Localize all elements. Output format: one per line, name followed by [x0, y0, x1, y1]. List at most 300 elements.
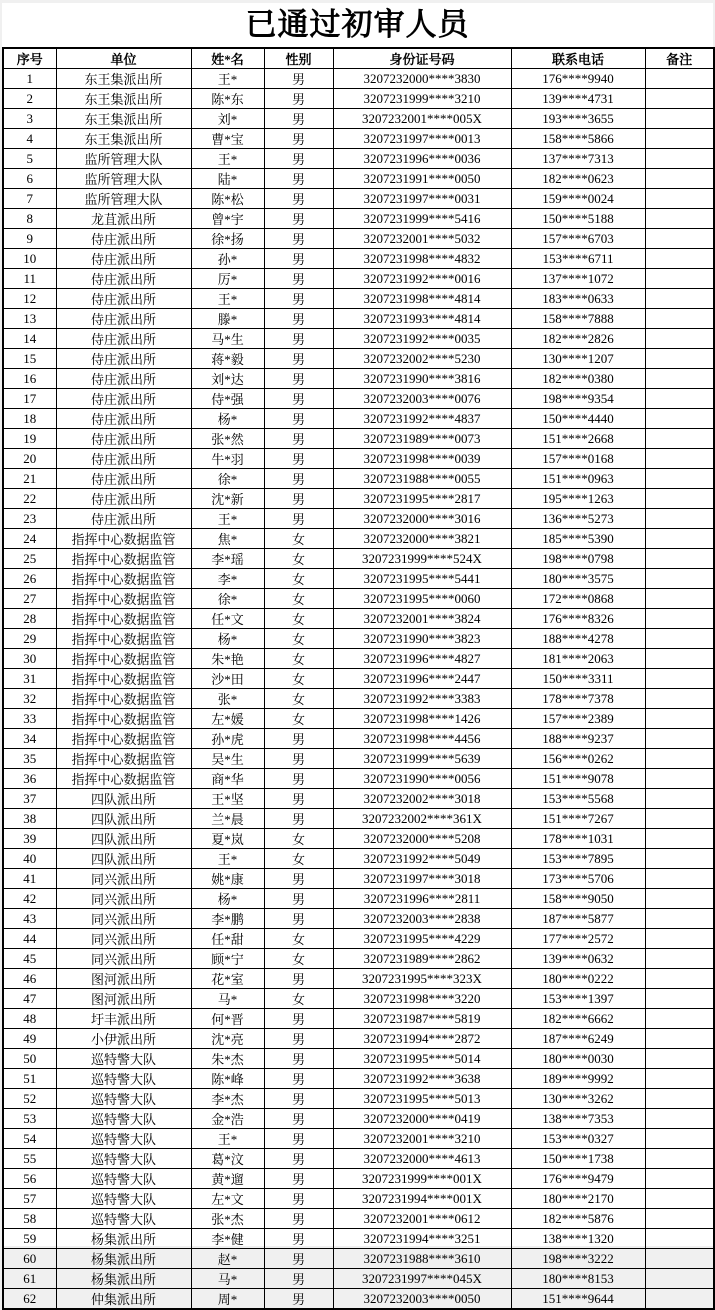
id-number-cell: 3207231992****3383 [333, 689, 511, 709]
phone-cell: 137****7313 [511, 149, 645, 169]
id-number-cell: 3207231995****2817 [333, 489, 511, 509]
id-number-cell: 3207232003****0076 [333, 389, 511, 409]
phone-cell: 180****0222 [511, 969, 645, 989]
id-number-cell: 3207231996****4827 [333, 649, 511, 669]
serial-cell: 43 [3, 909, 56, 929]
table-row [3, 349, 714, 369]
phone-cell: 173****5706 [511, 869, 645, 889]
phone-cell: 153****5568 [511, 789, 645, 809]
note-cell [645, 249, 714, 269]
table-row [3, 469, 714, 489]
note-cell [645, 1049, 714, 1069]
serial-cell: 13 [3, 309, 56, 329]
unit-cell: 侍庄派出所 [56, 309, 191, 329]
unit-cell: 小伊派出所 [56, 1029, 191, 1049]
serial-cell: 51 [3, 1069, 56, 1089]
note-cell [645, 549, 714, 569]
phone-cell: 189****9992 [511, 1069, 645, 1089]
unit-cell: 四队派出所 [56, 849, 191, 869]
name-cell: 李*瑶 [191, 549, 264, 569]
gender-cell: 男 [264, 749, 333, 769]
gender-cell: 男 [264, 129, 333, 149]
unit-cell: 东王集派出所 [56, 69, 191, 89]
column-header-phone: 联系电话 [511, 48, 645, 69]
unit-cell: 东王集派出所 [56, 109, 191, 129]
name-cell: 朱*艳 [191, 649, 264, 669]
unit-cell: 巡特警大队 [56, 1169, 191, 1189]
serial-cell: 37 [3, 789, 56, 809]
name-cell: 厉* [191, 269, 264, 289]
id-number-cell: 3207232000****3821 [333, 529, 511, 549]
id-number-cell: 3207231997****0031 [333, 189, 511, 209]
serial-cell: 38 [3, 809, 56, 829]
unit-cell: 杨集派出所 [56, 1269, 191, 1289]
gender-cell: 男 [264, 209, 333, 229]
gender-cell: 男 [264, 269, 333, 289]
serial-cell: 39 [3, 829, 56, 849]
serial-cell: 8 [3, 209, 56, 229]
id-number-cell: 3207231998****4832 [333, 249, 511, 269]
table-row [3, 1029, 714, 1049]
name-cell: 顾*宁 [191, 949, 264, 969]
name-cell: 刘*达 [191, 369, 264, 389]
note-cell [645, 909, 714, 929]
gender-cell: 男 [264, 1049, 333, 1069]
unit-cell: 图河派出所 [56, 989, 191, 1009]
gender-cell: 男 [264, 1269, 333, 1289]
unit-cell: 指挥中心数据监管 [56, 669, 191, 689]
note-cell [645, 609, 714, 629]
note-cell [645, 989, 714, 1009]
serial-cell: 53 [3, 1109, 56, 1129]
note-cell [645, 189, 714, 209]
gender-cell: 男 [264, 1009, 333, 1029]
unit-cell: 指挥中心数据监管 [56, 749, 191, 769]
serial-cell: 52 [3, 1089, 56, 1109]
gender-cell: 男 [264, 1209, 333, 1229]
unit-cell: 监所管理大队 [56, 189, 191, 209]
id-number-cell: 3207231992****0035 [333, 329, 511, 349]
unit-cell: 侍庄派出所 [56, 369, 191, 389]
table-row [3, 209, 714, 229]
note-cell [645, 949, 714, 969]
gender-cell: 女 [264, 849, 333, 869]
name-cell: 陈*东 [191, 89, 264, 109]
name-cell: 姚*康 [191, 869, 264, 889]
id-number-cell: 3207232001****3210 [333, 1129, 511, 1149]
id-number-cell: 3207232001****3824 [333, 609, 511, 629]
phone-cell: 176****9479 [511, 1169, 645, 1189]
gender-cell: 男 [264, 729, 333, 749]
name-cell: 杨* [191, 409, 264, 429]
phone-cell: 187****6249 [511, 1029, 645, 1049]
gender-cell: 男 [264, 249, 333, 269]
gender-cell: 女 [264, 689, 333, 709]
note-cell [645, 289, 714, 309]
note-cell [645, 1169, 714, 1189]
table-row [3, 1049, 714, 1069]
note-cell [645, 1009, 714, 1029]
gender-cell: 男 [264, 189, 333, 209]
unit-cell: 四队派出所 [56, 829, 191, 849]
page-title: 已通过初审人员 [245, 7, 470, 42]
gender-cell: 男 [264, 1029, 333, 1049]
gender-cell: 男 [264, 1229, 333, 1249]
name-cell: 夏*岚 [191, 829, 264, 849]
id-number-cell: 3207231999****524X [333, 549, 511, 569]
note-cell [645, 1149, 714, 1169]
id-number-cell: 3207231993****4814 [333, 309, 511, 329]
id-number-cell: 3207231991****0050 [333, 169, 511, 189]
note-cell [645, 589, 714, 609]
phone-cell: 157****6703 [511, 229, 645, 249]
serial-cell: 62 [3, 1289, 56, 1310]
table-row [3, 789, 714, 809]
serial-cell: 31 [3, 669, 56, 689]
id-number-cell: 3207231988****3610 [333, 1249, 511, 1269]
gender-cell: 男 [264, 1289, 333, 1310]
name-cell: 吴*生 [191, 749, 264, 769]
unit-cell: 巡特警大队 [56, 1069, 191, 1089]
gender-cell: 男 [264, 769, 333, 789]
id-number-cell: 3207232000****4613 [333, 1149, 511, 1169]
id-number-cell: 3207231995****323X [333, 969, 511, 989]
table-row [3, 889, 714, 909]
serial-cell: 5 [3, 149, 56, 169]
id-number-cell: 3207232002****5230 [333, 349, 511, 369]
table-row [3, 569, 714, 589]
unit-cell: 同兴派出所 [56, 909, 191, 929]
name-cell: 沙*田 [191, 669, 264, 689]
name-cell: 王* [191, 69, 264, 89]
phone-cell: 195****1263 [511, 489, 645, 509]
serial-cell: 21 [3, 469, 56, 489]
note-cell [645, 1089, 714, 1109]
note-cell [645, 389, 714, 409]
unit-cell: 巡特警大队 [56, 1189, 191, 1209]
gender-cell: 男 [264, 909, 333, 929]
name-cell: 陈*峰 [191, 1069, 264, 1089]
unit-cell: 仲集派出所 [56, 1289, 191, 1310]
table-row [3, 249, 714, 269]
gender-cell: 女 [264, 949, 333, 969]
serial-cell: 55 [3, 1149, 56, 1169]
phone-cell: 136****5273 [511, 509, 645, 529]
id-number-cell: 3207231997****0013 [333, 129, 511, 149]
id-number-cell: 3207231990****3823 [333, 629, 511, 649]
note-cell [645, 169, 714, 189]
phone-cell: 157****2389 [511, 709, 645, 729]
table-row [3, 1289, 714, 1310]
table-row [3, 629, 714, 649]
name-cell: 侍*强 [191, 389, 264, 409]
id-number-cell: 3207231989****2862 [333, 949, 511, 969]
serial-cell: 28 [3, 609, 56, 629]
id-number-cell: 3207231992****5049 [333, 849, 511, 869]
table-row [3, 289, 714, 309]
unit-cell: 东王集派出所 [56, 129, 191, 149]
unit-cell: 侍庄派出所 [56, 229, 191, 249]
table-row [3, 929, 714, 949]
phone-cell: 198****0798 [511, 549, 645, 569]
id-number-cell: 3207232001****5032 [333, 229, 511, 249]
name-cell: 商*华 [191, 769, 264, 789]
id-number-cell: 3207231994****001X [333, 1189, 511, 1209]
serial-cell: 42 [3, 889, 56, 909]
phone-cell: 198****9354 [511, 389, 645, 409]
table-row [3, 1129, 714, 1149]
unit-cell: 侍庄派出所 [56, 289, 191, 309]
id-number-cell: 3207231990****3816 [333, 369, 511, 389]
name-cell: 孙* [191, 249, 264, 269]
table-row [3, 809, 714, 829]
gender-cell: 女 [264, 929, 333, 949]
serial-cell: 18 [3, 409, 56, 429]
name-cell: 马* [191, 989, 264, 1009]
phone-cell: 182****0623 [511, 169, 645, 189]
column-header-serial: 序号 [3, 48, 56, 69]
phone-cell: 177****2572 [511, 929, 645, 949]
note-cell [645, 69, 714, 89]
serial-cell: 11 [3, 269, 56, 289]
note-cell [645, 1289, 714, 1310]
phone-cell: 151****2668 [511, 429, 645, 449]
approved-applicants-table [2, 47, 715, 1310]
table-row [3, 1249, 714, 1269]
name-cell: 马*生 [191, 329, 264, 349]
note-cell [645, 829, 714, 849]
id-number-cell: 3207232000****5208 [333, 829, 511, 849]
id-number-cell: 3207232003****0050 [333, 1289, 511, 1310]
serial-cell: 47 [3, 989, 56, 1009]
phone-cell: 159****0024 [511, 189, 645, 209]
unit-cell: 指挥中心数据监管 [56, 529, 191, 549]
unit-cell: 指挥中心数据监管 [56, 729, 191, 749]
gender-cell: 男 [264, 109, 333, 129]
gender-cell: 男 [264, 1069, 333, 1089]
unit-cell: 侍庄派出所 [56, 269, 191, 289]
name-cell: 张*然 [191, 429, 264, 449]
unit-cell: 同兴派出所 [56, 929, 191, 949]
name-cell: 徐* [191, 469, 264, 489]
phone-cell: 180****8153 [511, 1269, 645, 1289]
id-number-cell: 3207231995****5013 [333, 1089, 511, 1109]
name-cell: 张* [191, 689, 264, 709]
note-cell [645, 349, 714, 369]
table-row [3, 1009, 714, 1029]
phone-cell: 157****0168 [511, 449, 645, 469]
name-cell: 何*晋 [191, 1009, 264, 1029]
name-cell: 李*健 [191, 1229, 264, 1249]
phone-cell: 153****7895 [511, 849, 645, 869]
column-header-gender: 性别 [264, 48, 333, 69]
gender-cell: 男 [264, 1169, 333, 1189]
serial-cell: 14 [3, 329, 56, 349]
unit-cell: 巡特警大队 [56, 1049, 191, 1069]
note-cell [645, 429, 714, 449]
note-cell [645, 209, 714, 229]
phone-cell: 182****5876 [511, 1209, 645, 1229]
phone-cell: 172****0868 [511, 589, 645, 609]
table-row [3, 969, 714, 989]
header-row [3, 48, 714, 69]
note-cell [645, 269, 714, 289]
table-row [3, 329, 714, 349]
gender-cell: 男 [264, 869, 333, 889]
unit-cell: 圩丰派出所 [56, 1009, 191, 1029]
unit-cell: 指挥中心数据监管 [56, 549, 191, 569]
note-cell [645, 849, 714, 869]
gender-cell: 男 [264, 1089, 333, 1109]
phone-cell: 178****7378 [511, 689, 645, 709]
serial-cell: 17 [3, 389, 56, 409]
unit-cell: 侍庄派出所 [56, 429, 191, 449]
gender-cell: 女 [264, 589, 333, 609]
name-cell: 王* [191, 149, 264, 169]
phone-cell: 180****2170 [511, 1189, 645, 1209]
note-cell [645, 469, 714, 489]
table-row [3, 989, 714, 1009]
phone-cell: 151****0963 [511, 469, 645, 489]
serial-cell: 20 [3, 449, 56, 469]
serial-cell: 57 [3, 1189, 56, 1209]
id-number-cell: 3207231998****4456 [333, 729, 511, 749]
table-row [3, 729, 714, 749]
gender-cell: 男 [264, 89, 333, 109]
table-row [3, 149, 714, 169]
unit-cell: 监所管理大队 [56, 149, 191, 169]
name-cell: 李*杰 [191, 1089, 264, 1109]
phone-cell: 188****4278 [511, 629, 645, 649]
table-row [3, 689, 714, 709]
table-row [3, 749, 714, 769]
name-cell: 蒋*毅 [191, 349, 264, 369]
note-cell [645, 449, 714, 469]
unit-cell: 图河派出所 [56, 969, 191, 989]
serial-cell: 22 [3, 489, 56, 509]
note-cell [645, 1249, 714, 1269]
unit-cell: 同兴派出所 [56, 869, 191, 889]
unit-cell: 指挥中心数据监管 [56, 589, 191, 609]
name-cell: 陆* [191, 169, 264, 189]
table-row [3, 849, 714, 869]
phone-cell: 182****6662 [511, 1009, 645, 1029]
phone-cell: 181****2063 [511, 649, 645, 669]
serial-cell: 36 [3, 769, 56, 789]
unit-cell: 侍庄派出所 [56, 249, 191, 269]
id-number-cell: 3207231999****3210 [333, 89, 511, 109]
name-cell: 李*鹏 [191, 909, 264, 929]
note-cell [645, 1189, 714, 1209]
gender-cell: 男 [264, 889, 333, 909]
table-row [3, 1069, 714, 1089]
table-row [3, 1209, 714, 1229]
table-row [3, 229, 714, 249]
table-body [3, 69, 714, 1310]
gender-cell: 男 [264, 1189, 333, 1209]
serial-cell: 27 [3, 589, 56, 609]
name-cell: 杨* [191, 889, 264, 909]
serial-cell: 15 [3, 349, 56, 369]
serial-cell: 12 [3, 289, 56, 309]
table-row [3, 869, 714, 889]
serial-cell: 35 [3, 749, 56, 769]
name-cell: 曹*宝 [191, 129, 264, 149]
serial-cell: 16 [3, 369, 56, 389]
serial-cell: 50 [3, 1049, 56, 1069]
note-cell [645, 669, 714, 689]
phone-cell: 153****0327 [511, 1129, 645, 1149]
serial-cell: 60 [3, 1249, 56, 1269]
id-number-cell: 3207231997****045X [333, 1269, 511, 1289]
name-cell: 徐* [191, 589, 264, 609]
unit-cell: 监所管理大队 [56, 169, 191, 189]
gender-cell: 女 [264, 989, 333, 1009]
id-number-cell: 3207231995****4229 [333, 929, 511, 949]
unit-cell: 指挥中心数据监管 [56, 569, 191, 589]
name-cell: 王* [191, 1129, 264, 1149]
note-cell [645, 1129, 714, 1149]
name-cell: 滕* [191, 309, 264, 329]
phone-cell: 150****4440 [511, 409, 645, 429]
phone-cell: 176****9940 [511, 69, 645, 89]
id-number-cell: 3207231995****0060 [333, 589, 511, 609]
table-row [3, 489, 714, 509]
note-cell [645, 529, 714, 549]
id-number-cell: 3207231998****4814 [333, 289, 511, 309]
gender-cell: 男 [264, 369, 333, 389]
id-number-cell: 3207231996****2447 [333, 669, 511, 689]
unit-cell: 东王集派出所 [56, 89, 191, 109]
id-number-cell: 3207231989****0073 [333, 429, 511, 449]
table-row [3, 829, 714, 849]
gender-cell: 男 [264, 1129, 333, 1149]
note-cell [645, 489, 714, 509]
table-row [3, 1269, 714, 1289]
table-row [3, 909, 714, 929]
phone-cell: 153****1397 [511, 989, 645, 1009]
serial-cell: 46 [3, 969, 56, 989]
note-cell [645, 369, 714, 389]
unit-cell: 四队派出所 [56, 809, 191, 829]
table-row [3, 129, 714, 149]
unit-cell: 侍庄派出所 [56, 489, 191, 509]
id-number-cell: 3207231994****2872 [333, 1029, 511, 1049]
gender-cell: 女 [264, 649, 333, 669]
note-cell [645, 329, 714, 349]
table-row [3, 1089, 714, 1109]
unit-cell: 侍庄派出所 [56, 449, 191, 469]
gender-cell: 男 [264, 1249, 333, 1269]
table-row [3, 609, 714, 629]
serial-cell: 3 [3, 109, 56, 129]
name-cell: 赵* [191, 1249, 264, 1269]
phone-cell: 151****7267 [511, 809, 645, 829]
name-cell: 黄*遛 [191, 1169, 264, 1189]
id-number-cell: 3207231992****3638 [333, 1069, 511, 1089]
id-number-cell: 3207231998****3220 [333, 989, 511, 1009]
name-cell: 张*杰 [191, 1209, 264, 1229]
phone-cell: 180****3575 [511, 569, 645, 589]
table-row [3, 1229, 714, 1249]
phone-cell: 198****3222 [511, 1249, 645, 1269]
note-cell [645, 929, 714, 949]
serial-cell: 40 [3, 849, 56, 869]
table-row [3, 529, 714, 549]
id-number-cell: 3207231996****0036 [333, 149, 511, 169]
gender-cell: 男 [264, 449, 333, 469]
id-number-cell: 3207231987****5819 [333, 1009, 511, 1029]
